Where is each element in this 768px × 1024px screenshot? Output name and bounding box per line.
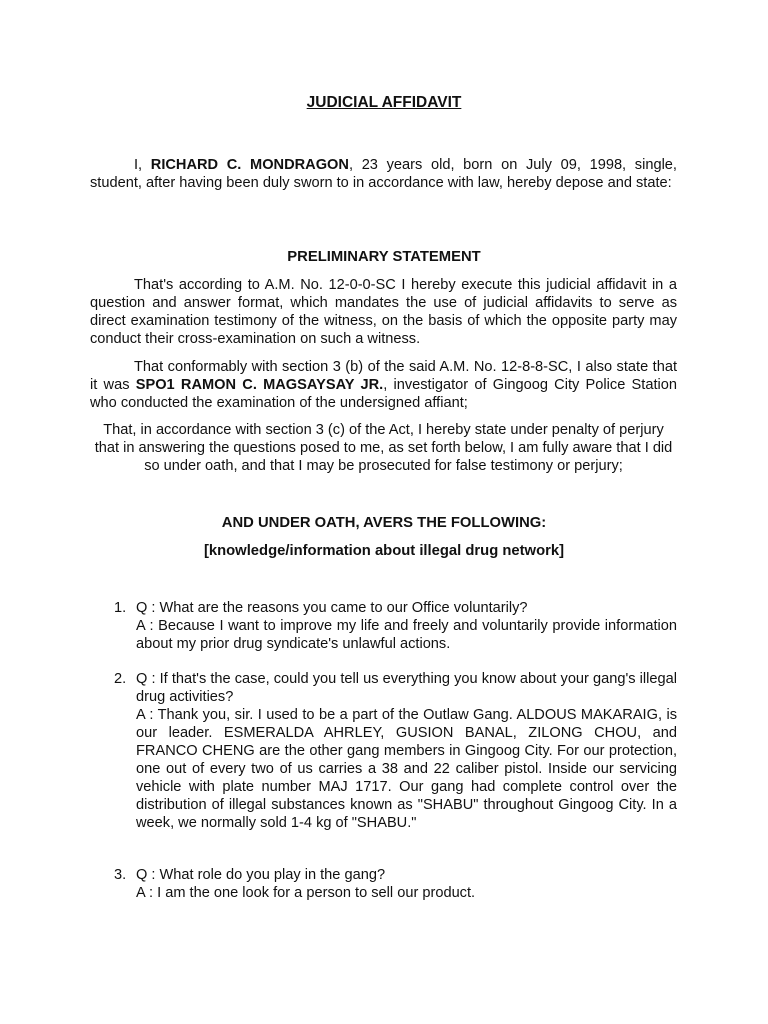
qa-number: 1.	[114, 600, 127, 616]
preliminary-paragraph-2	[90, 358, 677, 412]
qa-question: Q : What role do you play in the gang?	[136, 867, 386, 883]
preliminary-text-1: That's according to A.M. No. 12-0-0-SC I hereby execute this judicial affidavit in a question and answer format, which mandates the use of judicial affidavits to serve as direct examination testimony of the witness, on the basis of which the opposite party may conduct their cross-examination on such a witness.	[90, 277, 677, 347]
oath-subheading: [knowledge/information about illegal drug network]	[203, 543, 565, 559]
qa-answer: A : Thank you, sir. I used to be a part of the Outlaw Gang. ALDOUS MAKARAIG, is our leader. ESMERALDA AHRLEY, GUSION BANAL, ZILONG CHOU, and FRANCO CHENG are the other gang members in Gingoog City. For our protection, one out of every two of us carries a 38 and 22 caliber pistol. Inside our servicing vehicle with plate number MAJ 1717. Our gang had complete control over the distribution of illegal substances known as "SHABU" throughout Gingoog City. In a week, we normally sold 1-4 kg of "SHABU."	[136, 707, 677, 831]
investigator-name: SPO1 RAMON C. MAGSAYSAY JR.	[135, 377, 384, 393]
qa-question: Q : If that's the case, could you tell us everything you know about your gang's illegal drug activities?	[136, 671, 677, 705]
qa-answer: A : Because I want to improve my life and freely and voluntarily provide information about my prior drug syndicate's unlawful actions.	[136, 618, 677, 652]
oath-heading: AND UNDER OATH, AVERS THE FOLLOWING:	[221, 515, 547, 531]
qa-question: Q : What are the reasons you came to our Office voluntarily?	[136, 600, 528, 616]
qa-item-3	[114, 866, 677, 902]
preliminary-paragraph-1	[90, 276, 677, 348]
intro-post: , 23 years old, born on July 09, 1998, single, student, after having been duly sworn to in accordance with law, hereby depose and state:	[90, 157, 677, 191]
qa-answer: A : I am the one look for a person to sell our product.	[136, 885, 476, 901]
document-title: JUDICIAL AFFIDAVIT	[306, 94, 462, 111]
intro-pre: I,	[134, 157, 151, 173]
preliminary-paragraph-3	[90, 421, 677, 475]
qa-item-2	[114, 670, 677, 832]
qa-number: 2.	[114, 671, 127, 687]
qa-number: 3.	[114, 867, 127, 883]
qa-item-1	[114, 599, 677, 653]
preliminary-text-2-post: , investigator of Gingoog City Police Station who conducted the examination of the undersigned affiant;	[90, 377, 677, 411]
preliminary-text-3: That, in accordance with section 3 (c) of the Act, I hereby state under penalty of perjury that in answering the questions posed to me, as set forth below, I am fully aware that I did so under oath, and that I may be prosecuted for false testimony or perjury;	[94, 422, 673, 474]
affiant-name: RICHARD C. MONDRAGON	[150, 157, 349, 173]
intro-paragraph	[90, 156, 677, 192]
preliminary-text-2-pre: That conformably with section 3 (b) of the said A.M. No. 12-8-8-SC, I also state that it was	[90, 359, 677, 393]
preliminary-heading: PRELIMINARY STATEMENT	[287, 249, 481, 265]
